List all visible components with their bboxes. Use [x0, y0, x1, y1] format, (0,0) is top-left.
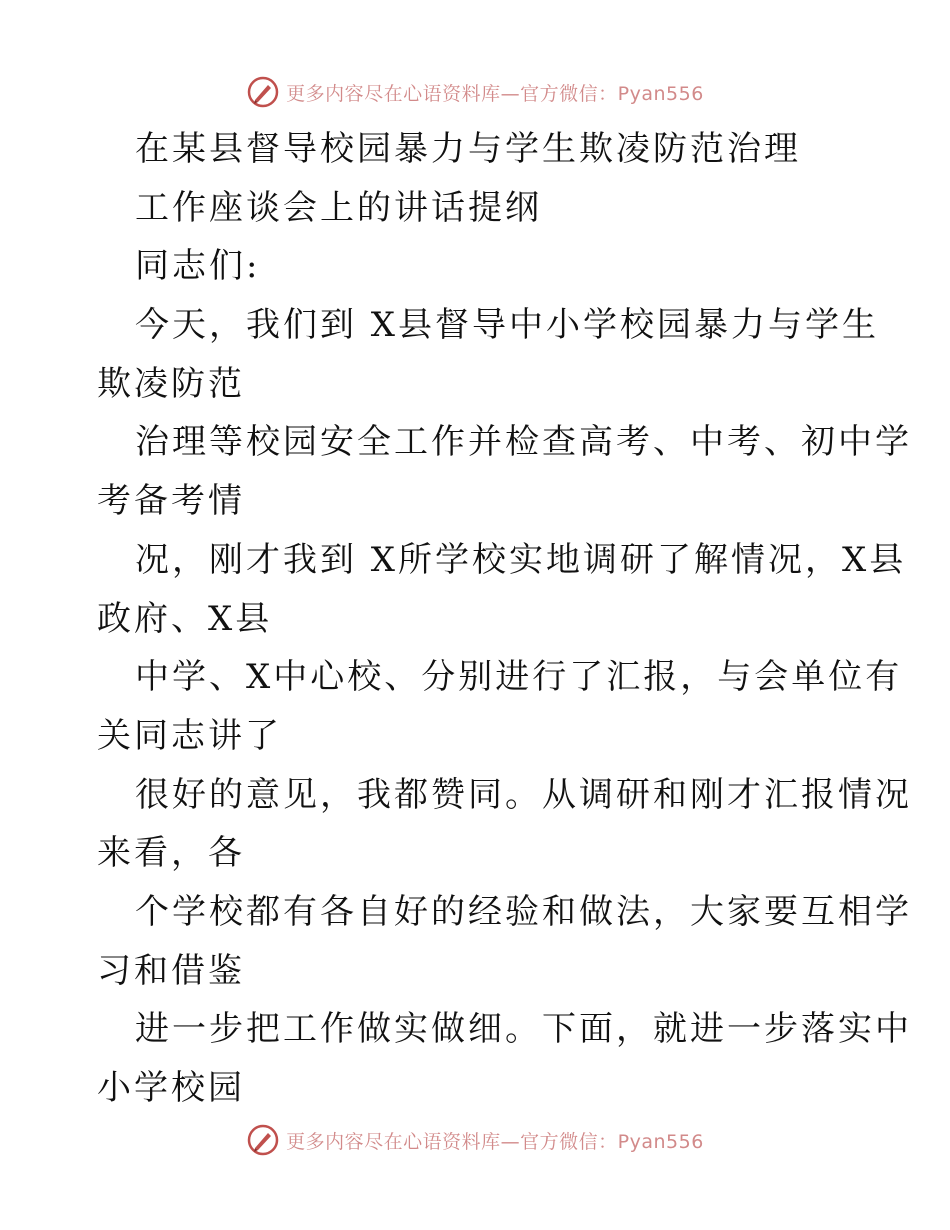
text-line: 进一步把工作做实做细。下面，就进一步落实中 — [135, 1009, 912, 1050]
text-line: 中学、X中心校、分别进行了汇报，与会单位有 — [135, 657, 903, 698]
text-line: 小学校园 — [97, 1068, 245, 1108]
document-body — [97, 120, 912, 1118]
text-line: 欺凌防范 — [97, 363, 245, 404]
text-line: 关同志讲了 — [97, 715, 282, 756]
text-line: 治理等校园安全工作并检查高考、中考、初中学 — [135, 422, 912, 463]
text-line: 今天，我们到 X县督导中小学校园暴力与学生 — [135, 305, 880, 346]
text-line: 个学校都有各自好的经验和做法，大家要互相学 — [135, 891, 912, 932]
header-watermark — [0, 72, 950, 112]
text-line: 来看，各 — [97, 833, 245, 874]
text-line: 政府、X县 — [97, 598, 273, 639]
text-line: 习和借鉴 — [97, 950, 245, 991]
watermark-text: 更多内容尽在心语资料库—官方微信：Pyan556 — [286, 82, 704, 105]
text-line: 在某县督导校园暴力与学生欺凌防范治理 — [135, 129, 801, 169]
pen-seal-icon — [246, 1123, 280, 1157]
text-line: 工作座谈会上的讲话提纲 — [135, 187, 542, 228]
text-line: 考备考情 — [97, 481, 245, 522]
text-line: 况，刚才我到 X所学校实地调研了解情况，X县 — [135, 539, 907, 580]
footer-watermark — [0, 1120, 950, 1160]
text-line: 很好的意见，我都赞同。从调研和刚才汇报情况 — [135, 774, 912, 815]
text-line: 同志们: — [135, 246, 261, 287]
watermark-text: 更多内容尽在心语资料库—官方微信：Pyan556 — [286, 1130, 704, 1153]
pen-seal-icon — [246, 75, 280, 109]
